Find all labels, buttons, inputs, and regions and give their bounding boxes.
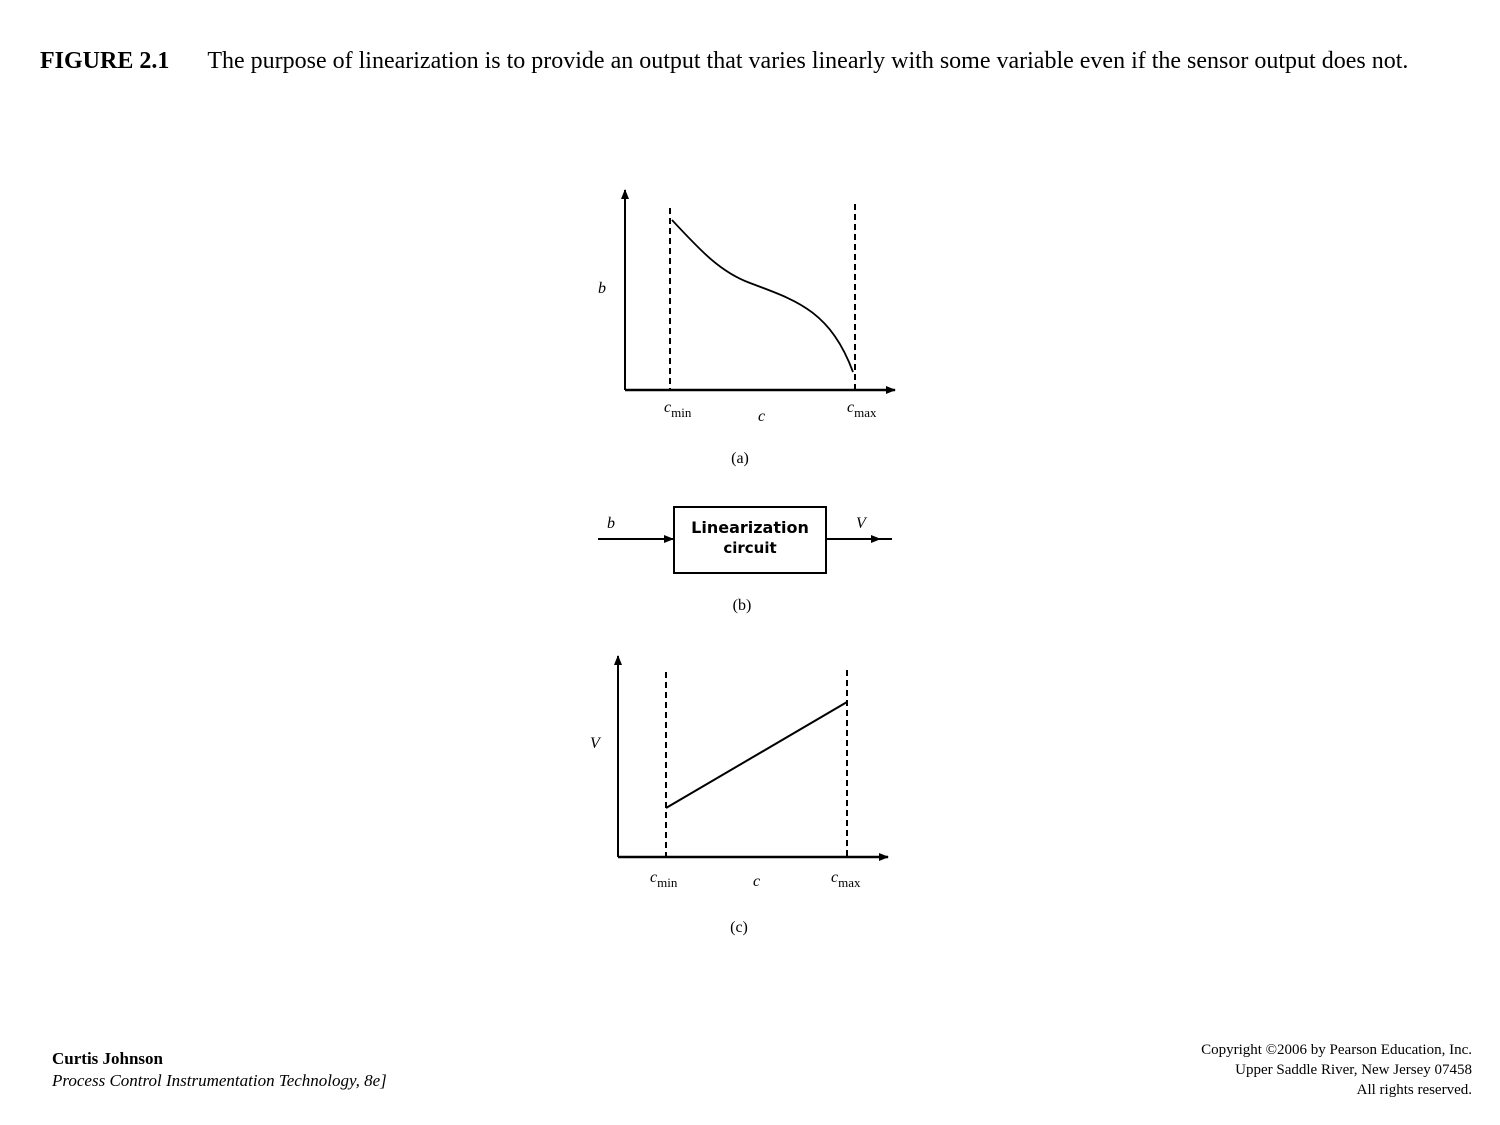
panel-a-x-label: c bbox=[758, 408, 766, 425]
footer-attribution bbox=[52, 1048, 387, 1092]
caption-text: The purpose of linearization is to provide an output that varies linearly with some variable even if the sensor output does not. bbox=[207, 48, 1409, 74]
footer-copyright bbox=[1201, 1040, 1472, 1100]
panel-b-output-label: V bbox=[856, 515, 866, 532]
panel-a bbox=[598, 190, 895, 467]
panel-c-x-label: c bbox=[753, 873, 761, 890]
panel-c-linear-output bbox=[666, 702, 847, 808]
panel-c-y-label: V bbox=[590, 735, 600, 752]
panel-b-input-label: b bbox=[607, 515, 615, 532]
copyright-line-1: Copyright ©2006 by Pearson Education, Inc. bbox=[1201, 1042, 1472, 1058]
footer-author: Curtis Johnson bbox=[52, 1049, 164, 1068]
panel-a-label: (a) bbox=[731, 450, 749, 467]
panel-c bbox=[590, 656, 888, 936]
panel-c-label: (c) bbox=[730, 919, 748, 936]
footer-book-title: Process Control Instrumentation Technology, 8e] bbox=[52, 1071, 387, 1090]
panel-c-cmin-label: $c_{min}$ bbox=[650, 869, 678, 890]
box-line2: circuit bbox=[723, 539, 777, 557]
panel-b-label: (b) bbox=[732, 597, 752, 614]
panel-c-cmax-label: $c_{max}$ bbox=[831, 869, 861, 890]
panel-b bbox=[598, 507, 892, 614]
panel-a-sensor-curve bbox=[672, 220, 853, 372]
figure-label: FIGURE 2.1 bbox=[40, 48, 170, 74]
copyright-line-2: Upper Saddle River, New Jersey 07458 bbox=[1235, 1062, 1472, 1078]
copyright-line-3: All rights reserved. bbox=[1356, 1082, 1472, 1098]
box-line1: Linearization bbox=[691, 518, 809, 537]
panel-a-cmax-label: $c_{max}$ bbox=[847, 399, 877, 420]
panel-a-cmin-label: $c_{min}$ bbox=[664, 399, 692, 420]
panel-a-y-label: b bbox=[598, 280, 606, 297]
